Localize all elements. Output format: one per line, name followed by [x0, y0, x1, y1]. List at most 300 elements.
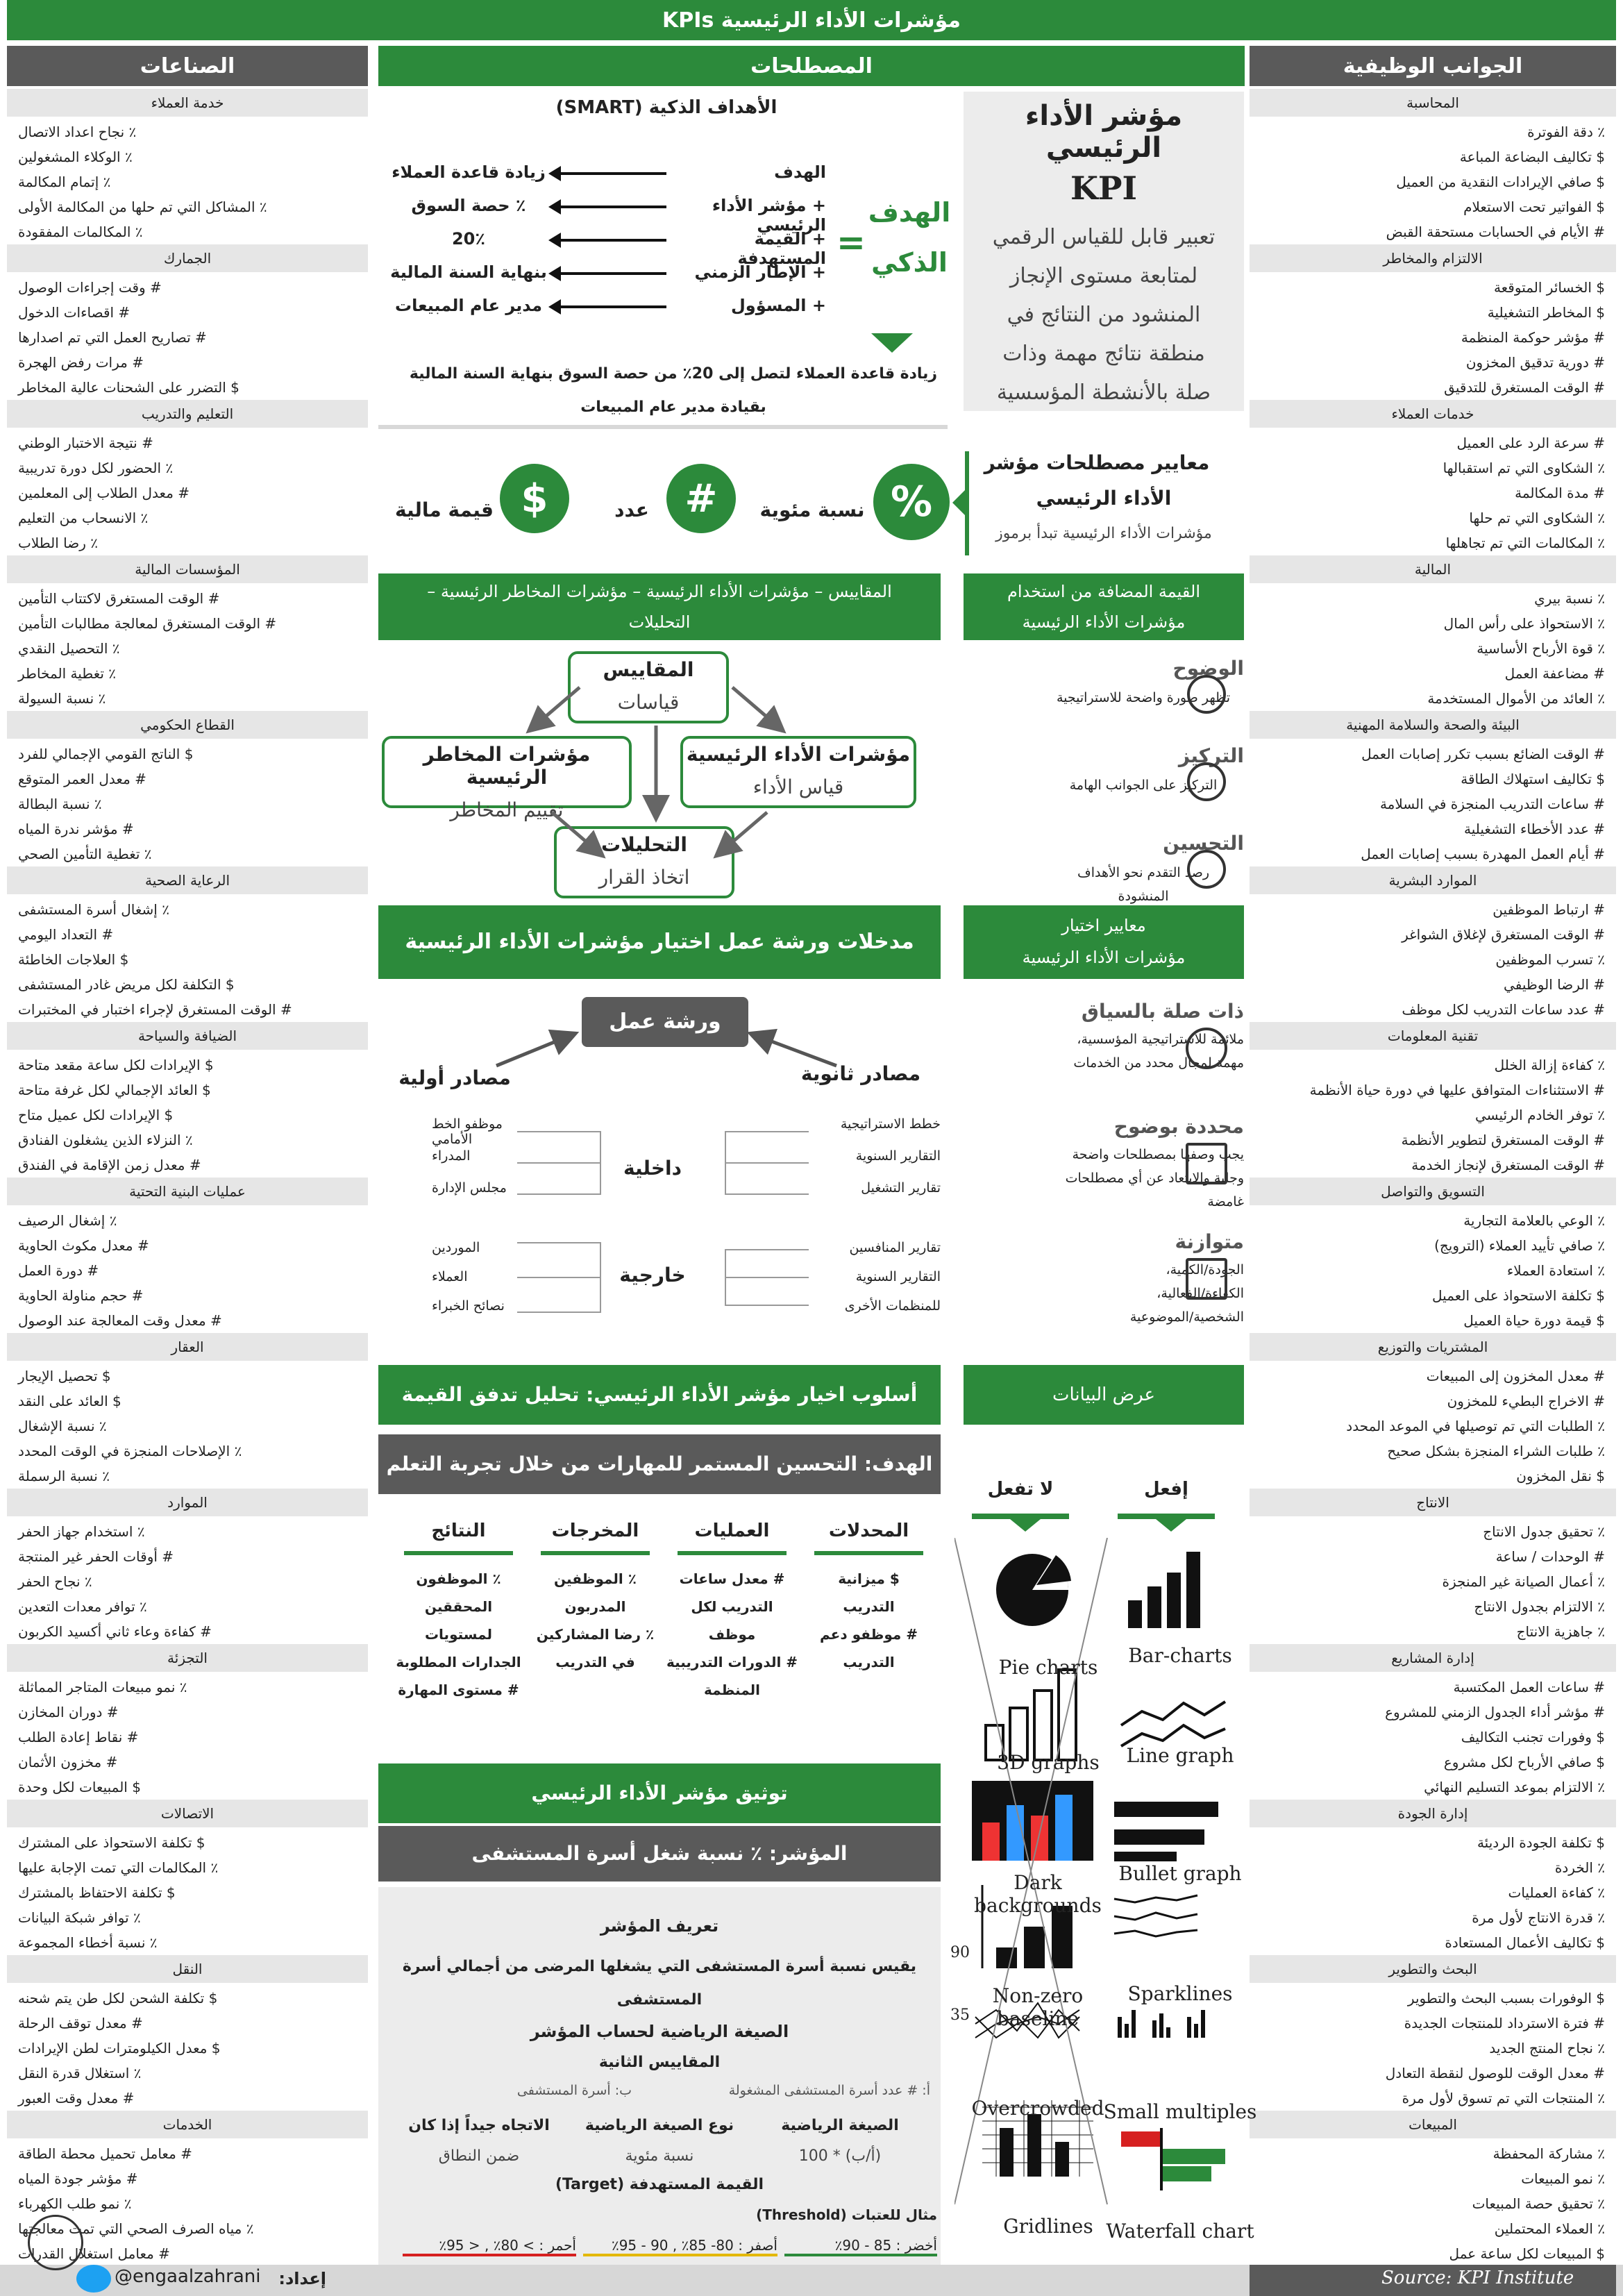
value-add-banner: القيمة المضافة من استخدام مؤشرات الأداء الرئيسية [964, 573, 1244, 640]
list-item: $ التكلفة لكل مريض غادر المستشفى [18, 976, 235, 993]
section-header: خدمات العملاء [1250, 400, 1616, 428]
doc-table-value: ضمن النطاق [438, 2147, 520, 2165]
percent-label: نسبة مئوية [759, 498, 865, 521]
list-item: # مرات رفض الهجرة [18, 354, 144, 371]
list-item: ٪ نجاح الحفر [18, 1573, 92, 1590]
smart-example-1: زيادة قاعدة العملاء لتصل إلى 20٪ من حصة السوق بنهاية السنة المالية [409, 365, 938, 383]
selection-line: الكفاءة/الفعالية، [1157, 1286, 1244, 1301]
section-header: التسويق والتواصل [1250, 1178, 1616, 1205]
data-vis-banner: عرض البيانات [964, 1365, 1244, 1425]
twitter-handle: @engaalzahrani [115, 2266, 261, 2287]
functions-list [1250, 89, 1616, 2266]
equals-icon: = [836, 222, 866, 262]
flow-underline [814, 1551, 923, 1555]
list-item: ٪ نجاح اعداد الاتصال [18, 124, 137, 140]
do-arrow-icon [1156, 1519, 1186, 1532]
list-item: $ المخاطر التشغيلية [1487, 304, 1605, 321]
list-item: # مضاعفة العمل [1504, 665, 1605, 682]
arrow-head-icon [548, 166, 561, 181]
source-text: Source: KPI Institute [1381, 2268, 1574, 2288]
section-header: خدمة العملاء [7, 89, 368, 117]
list-item: ٪ الاستحواذ على رأس المال [1443, 615, 1605, 632]
smart-example-2: بقيادة مدير عام المبيعات [580, 399, 766, 416]
list-item: $ تكلفة الاستحواذ على العميل [1432, 1287, 1605, 1304]
section-header: عمليات البنية التحتية [7, 1178, 368, 1205]
list-item: ٪ إشغال أسرة المستشفى [18, 901, 169, 918]
workshop-box: ورشة عمل [582, 997, 748, 1047]
selection-line: مهمة لمجال محدد من الخدمات [1073, 1055, 1244, 1071]
criteria-title-2: الأداء الرئيسي [1036, 487, 1172, 510]
flow-line: ٪ الموظفون [416, 1570, 501, 1587]
selection-line: غامضة [1207, 1194, 1244, 1209]
list-item: ٪ تغطية المخاطر [18, 665, 117, 682]
list-item: $ صافي الأرباح لكل مشروع [1443, 1754, 1605, 1770]
list-item: # كفاءة وعاء ثاني أكسيد الكربون [18, 1623, 212, 1640]
flow-line: $ ميزانية [838, 1570, 900, 1587]
list-item: ٪ نسبة البطالة [18, 796, 102, 812]
left-arrow-icon [952, 486, 969, 519]
list-item: # معدل توقف الرحلة [18, 2015, 143, 2031]
list-item: $ العائد الإجمالي لكل غرفة متاحة [18, 1082, 211, 1098]
list-item: ٪ استعادة العملاء [1506, 1262, 1605, 1279]
list-item: $ تكاليف استهلاك الطاقة [1461, 771, 1605, 787]
list-item: # الاخراج البطيء للمخزون [1447, 1393, 1605, 1409]
list-item: # أوقات الحفر غير المنتجة [18, 1548, 174, 1565]
list-item: $ التضرر على الشحنات عالية المخاطر [18, 379, 239, 396]
list-item: # مؤشر أداء الجدول الزمني للمشروع [1385, 1704, 1605, 1720]
section-header: الخدمات [7, 2111, 368, 2138]
section-header: المؤسسات المالية [7, 555, 368, 583]
dollar-icon: $ [500, 464, 569, 533]
smart-value: ٪ حصة السوق [411, 196, 526, 215]
target-icon [1187, 762, 1226, 801]
doc-table-header: الاتجاه جيداً إذا كان [408, 2117, 550, 2134]
list-item: $ تكلفة الاحتفاظ بالمشترك [18, 1884, 176, 1901]
page-title: مؤشرات الأداء الرئيسية KPIs [7, 0, 1616, 40]
list-item: # مؤشر ندرة المياه [18, 821, 134, 837]
logo-icon [28, 2215, 83, 2270]
arrow-icon [555, 272, 666, 275]
list-item: ٪ الشكاوى التي تم حلها [1469, 510, 1605, 526]
list-item: # التعداد اليومي [18, 926, 114, 943]
threshold-green: أخضر : 85 - 90٪ [784, 2237, 937, 2256]
list-item: # الوقت المستغرق لإغلاق الشواغر [1402, 926, 1605, 943]
doc-def-title: تعريف المؤشر [600, 1916, 719, 1936]
list-item: ٪ النزلاء الذين يشغلون الفنادق [18, 1132, 193, 1148]
list-item: ٪ توافر معدات التعدين [18, 1598, 147, 1615]
kpi-definition [964, 92, 1244, 411]
list-item: $ المبيعات لكل وحدة [18, 1779, 141, 1795]
balance-icon [1186, 1258, 1227, 1300]
selection-title: متوازنة [1175, 1230, 1244, 1253]
doc-formula-title: الصيغة الرياضية لحساب المؤشر [530, 2022, 789, 2041]
kpi-def-line: صلة بالأنشطة المؤسسية [996, 380, 1211, 405]
list-item: $ الإيرادات لكل عميل متاح [18, 1107, 174, 1123]
divider [378, 425, 948, 429]
list-item: # دورية تدقيق المخزون [1465, 354, 1605, 371]
list-item: ٪ الحضور لكل دورة تدريبية [18, 460, 174, 476]
source-item: التقارير السنوية [855, 1269, 941, 1284]
flow-line: ٪ رضا المشاركين [536, 1626, 655, 1643]
list-item: ٪ نسبة الإشغال [18, 1418, 107, 1434]
list-item: ٪ الانسحاب من التعليم [18, 510, 149, 526]
section-header: المشتريات والتوزيع [1250, 1333, 1616, 1361]
vis-dont-label: 3D graphs [997, 1751, 1100, 1774]
vis-do-label: Waterfall chart [1106, 2220, 1254, 2243]
flow-line: ٪ الموظفين [554, 1570, 637, 1587]
dont-underline [972, 1514, 1069, 1519]
list-item: # مدة المكالمة [1515, 485, 1605, 501]
list-item: ٪ استخدام جهاز الحفر [18, 1523, 145, 1540]
list-item: $ الخسائر المتوقعة [1493, 279, 1605, 296]
flow-line: # الدورات التدريبية [666, 1654, 798, 1670]
bar-chart-icon [1128, 1552, 1200, 1628]
list-item: $ تكاليف البضاعة المباعة [1459, 149, 1605, 165]
list-item: $ الإيرادات لكل ساعة مقعد متاحة [18, 1057, 214, 1073]
eye-icon [1187, 675, 1226, 714]
criteria-box [965, 451, 1243, 542]
flow-underline [404, 1551, 513, 1555]
section-header: التجزئة [7, 1644, 368, 1672]
list-item: # فترة الاسترداد للمنتجات الجديدة [1404, 2015, 1605, 2031]
doc-kpi: المؤشر: ٪ نسبة شغل أسرة المستشفى [378, 1826, 941, 1882]
do-underline [1118, 1514, 1215, 1519]
list-item: ٪ المكالمات المفقودة [18, 224, 143, 240]
terms-header: المصطلحات [378, 46, 1245, 86]
kpi-def-line: تعبير قابل للقياس الرقمي [992, 225, 1216, 249]
list-item: ٪ نمو المبيعات [1521, 2170, 1605, 2187]
kpi-def-line: المنشود من النتائج في [1007, 303, 1201, 327]
list-item: ٪ نمو مبيعات المتاجر المماثلة [18, 1679, 187, 1695]
list-item: # ارتباط الموظفين [1492, 901, 1605, 918]
section-header: الاتصالات [7, 1800, 368, 1827]
section-header: الجمارك [7, 244, 368, 272]
section-header: الضيافة والسياحة [7, 1022, 368, 1050]
source-item: نصائح الخبراء [432, 1298, 505, 1314]
list-item: ٪ المشاكل التي تم حلها من المكالمة الأولى [18, 199, 267, 215]
list-item: ٪ إشغال الرصيف [18, 1212, 117, 1229]
smart-value: مدير عام المبيعات [395, 296, 542, 315]
list-item: ٪ الوعي بالعلامة التجارية [1463, 1212, 1605, 1229]
flow-line: موظف [708, 1626, 756, 1643]
list-item: ٪ نسبة أخطاء المجموعة [18, 1934, 158, 1951]
list-item: ٪ استغلال قدرة النقل [18, 2065, 142, 2081]
section-header: تقنية المعلومات [1250, 1022, 1616, 1050]
vis-dont-label: Overcrowded [971, 2097, 1104, 2120]
list-item: ٪ تسرب الموظفين [1495, 951, 1605, 968]
list-item: # الأيام في الحسابات مستحقة القبض [1386, 224, 1605, 240]
criteria-title-1: معايير مصطلحات مؤشر [984, 451, 1210, 474]
list-item: ٪ جاهزية الانتاج [1516, 1623, 1605, 1640]
list-item: $ تكاليف الأعمال المستعادة [1445, 1934, 1605, 1951]
list-item: ٪ كفاءة العمليات [1508, 1884, 1605, 1901]
money-label: قيمة مالية [394, 498, 494, 521]
list-item: ٪ نجاح المنتج الجديد [1489, 2040, 1605, 2056]
twitter-icon [76, 2265, 111, 2293]
list-item: ٪ الخردة [1554, 1859, 1605, 1876]
threshold-red: أحمر : > 80٪ , < 95٪ [403, 2237, 576, 2256]
flow-line: # معدل ساعات [679, 1570, 785, 1587]
list-item: # الوقت المستغرق لتطوير الأنظمة [1401, 1132, 1605, 1148]
3d-graph-icon [986, 1670, 1076, 1760]
alert-icon [1186, 1028, 1227, 1069]
internal-label: داخلية [623, 1157, 682, 1180]
source-item: التقارير السنوية [855, 1148, 941, 1164]
list-item: # نتيجة الاختبار الوطني [18, 435, 153, 451]
list-item: ٪ كفاءة إزالة الخلل [1494, 1057, 1605, 1073]
list-item: ٪ الوكلاء المشغولين [18, 149, 133, 165]
pie-chart-icon [996, 1554, 1071, 1626]
list-item: # الوقت المستغرق لإنجاز الخدمة [1411, 1157, 1605, 1173]
small-multiples-icon [1118, 2010, 1205, 2038]
arrow-head-icon [548, 233, 561, 248]
list-item: ٪ صافي تأييد العملاء (الترويج) [1434, 1237, 1605, 1254]
do-label: إفعل [1144, 1479, 1188, 1500]
selection-line: الجودة/الكمية، [1166, 1262, 1244, 1277]
section-header: البحث والتطوير [1250, 1955, 1616, 1983]
list-item: ٪ المكالمات التي تمت الإجابة عليها [18, 1859, 219, 1876]
vis-do-label: Small multiples [1103, 2100, 1257, 2123]
list-item: ٪ العائد من الأموال المستخدمة [1427, 690, 1605, 707]
list-item: $ قيمة دورة حياة العميل [1463, 1312, 1605, 1329]
list-item: ٪ دقة الفوترة [1527, 124, 1605, 140]
smart-key: + الإطار الزمني [694, 262, 826, 282]
source-item: تقارير التشغيل [861, 1180, 941, 1196]
kri-node: مؤشرات المخاطر الرئيسية تقييم المخاطر [382, 736, 632, 808]
functions-header: الجوانب الوظيفية [1250, 46, 1616, 86]
section-header: المبيعات [1250, 2111, 1616, 2138]
selection-line: ملائمة للاستراتيجية المؤسسية، [1077, 1032, 1244, 1047]
list-item: # أيام العمل المهدرة بسبب إصابات العمل [1361, 846, 1605, 862]
list-item: # الوقت الضائع بسبب تكرر إصابات العمل [1361, 746, 1605, 762]
value-flow-goal: الهدف: التحسين المستمر للمهارات من خلال تجربة التعلم [378, 1434, 941, 1494]
checklist-icon [1186, 1143, 1227, 1184]
list-item: ٪ طلبات الشراء المنجزة بشكل صحيح [1387, 1443, 1605, 1459]
list-item: # مخزون الأثمان [18, 1754, 118, 1770]
doc-threshold: مثال للعتبات (Threshold) [756, 2206, 937, 2223]
smart-key: + القيمة المستهدفة [737, 229, 826, 268]
list-item: ٪ نمو طلب الكهرباء [18, 2195, 132, 2212]
list-item: # مؤشر جودة المياه [18, 2170, 138, 2187]
list-item: # دورة العمل [18, 1262, 99, 1279]
section-header: المحاسبة [1250, 89, 1616, 117]
section-header: البيئة والصحة والسلامة المهنية [1250, 711, 1616, 739]
kpi-def-line: منطقة نتائج مهمة وذات [1002, 342, 1205, 366]
list-item: # معدل العمر المتوقع [18, 771, 146, 787]
arrow-head-icon [548, 199, 561, 215]
count-label: عدد [614, 498, 649, 521]
list-item: $ تحصيل الإيجار [18, 1368, 111, 1384]
value-add-desc: تظهر صورة واضحة للاستراتيجية [1056, 690, 1231, 705]
percent-icon: % [873, 464, 950, 540]
list-item: # الوقت المستغرق لإجراء اختبار في المختبرات [18, 1001, 292, 1018]
list-item: ٪ المكالمات التي تم تجاهلها [1445, 535, 1605, 551]
smart-title: الأهداف الذكية (SMART) [555, 97, 777, 118]
flow-col-header: المحدلات [828, 1520, 909, 1541]
flow-line: في التدريب [555, 1654, 635, 1670]
list-item: $ تكلفة الاستحواذ على المشترك [18, 1834, 205, 1851]
list-item: ٪ الشكاوى التي تم استقبالها [1443, 460, 1605, 476]
arrow-icon [555, 206, 666, 208]
vis-do-label: Bar-charts [1128, 1644, 1232, 1667]
down-arrow-icon [871, 333, 913, 353]
list-item: # معدل مكوث الحاوية [18, 1237, 149, 1254]
list-item: ٪ تحقيق جدول الانتاج [1483, 1523, 1605, 1540]
sparklines-icon [1114, 1895, 1197, 1936]
analytics-node: التحليلات اتخاذ القرار [554, 826, 734, 898]
arrow-head-icon [548, 299, 561, 315]
vis-dont-label: Pie charts [998, 1656, 1098, 1679]
list-item: # معدل الطلاب إلى المعلمين [18, 485, 190, 501]
list-item: # نقاط إعادة الطلب [18, 1729, 139, 1745]
industries-header: الصناعات [7, 46, 368, 86]
prepared-label: إعداد: [278, 2269, 326, 2288]
vis-dont-label: Dark backgrounds [974, 1871, 1102, 1917]
list-item: ٪ الالتزام بموعد التسليم النهائي [1424, 1779, 1605, 1795]
selection-title: محددة بوضوح [1113, 1115, 1244, 1138]
value-add-title: الوضوح [1172, 657, 1244, 680]
list-item: ٪ المنتجات التي تم تسوق لأول مرة [1402, 2090, 1605, 2106]
list-item: # معدل وقت العبور [18, 2090, 135, 2106]
waterfall-chart-icon [1121, 2128, 1225, 2190]
list-item: $ العلاجات الخاطئة [18, 951, 129, 968]
source-item: المدراء [432, 1148, 471, 1164]
list-item: ٪ رضا الطلاب [18, 535, 99, 551]
section-header: القطاع الحكومي [7, 711, 368, 739]
list-item: ٪ الطلبات التي تم توصيلها في الموعد المحدد [1346, 1418, 1605, 1434]
list-item: ٪ مياه الصرف الصحي التي تمت معالجتها [18, 2220, 254, 2237]
section-header: الالتزام والمخاطر [1250, 244, 1616, 272]
external-label: خارجية [619, 1264, 686, 1287]
list-item: ٪ أعمال الصيانة غير المنجزة [1442, 1573, 1605, 1590]
value-add-desc2: المنشودة [1118, 889, 1169, 904]
section-header: الانتاج [1250, 1489, 1616, 1516]
hash-icon: # [666, 464, 736, 533]
list-item: ٪ قدرة الانتاج لأول مرة [1472, 1909, 1605, 1926]
doc-b: ب: أسرة المستشفى [516, 2083, 632, 2098]
list-item: ٪ الالتزام بجدول الانتاج [1474, 1598, 1605, 1615]
doc-a: أ: # عدد أسرة المستشفى المشغولة [728, 2083, 930, 2098]
dark-background-icon [972, 1781, 1093, 1861]
measures-node: المقاييس قياسات [568, 651, 729, 723]
value-add-desc: التركيز على الجوانب الهامة [1069, 778, 1218, 793]
list-item: ٪ نسبة بيري [1534, 590, 1605, 607]
dont-label: لا تفعل [987, 1479, 1054, 1500]
section-header: الموارد [7, 1489, 368, 1516]
flow-col-header: النتائج [431, 1520, 486, 1541]
source-item: موظفو الخط الأمامي [432, 1116, 503, 1147]
list-item: # ساعات التدريب المنجزة في السلامة [1379, 796, 1605, 812]
list-item: # الوقت المستغرق للتدقيق [1444, 379, 1605, 396]
value-flow-banner: أسلوب اخيار مؤشر الأداء الرئيسي: تحليل تدفق القيمة [378, 1365, 941, 1425]
list-item: # معدل زمن الإقامة في الفندق [18, 1157, 201, 1173]
list-item: # معدل المخزون إلى المبيعات [1426, 1368, 1605, 1384]
list-item: # الوقت المستغرق لاكتتاب التأمين [18, 590, 220, 607]
list-item: ٪ نسبة الرسملة [18, 1468, 110, 1484]
selection-line: يجب وصفها بمصطلحات واضحة [1072, 1147, 1244, 1162]
smart-value: 20٪ [451, 229, 486, 249]
flow-line: المحققين [424, 1598, 493, 1615]
source-item: الموردين [432, 1240, 480, 1255]
criteria-sub: مؤشرات الأداء الرئيسية تبدأ برموز [995, 525, 1212, 542]
list-item: # معدل وقت المعالجة عند الوصول [18, 1312, 222, 1329]
selection-title: ذات صلة بالسياق [1081, 1000, 1244, 1023]
doc-table-header: الصيغة الرياضية [781, 2117, 899, 2134]
list-item: ٪ توافر شبكة البيانات [18, 1909, 141, 1926]
doc-def-1: يقيس نسبة أسرة المستشفى التي يشغلها المرضى من أجمالي أسرة [402, 1958, 917, 1975]
axis-top: 90 [950, 1944, 970, 1961]
vis-do-label: Line graph [1126, 1744, 1234, 1767]
list-item: # سرعة الرد على العميل [1456, 435, 1605, 451]
section-header: الرعاية الصحية [7, 866, 368, 894]
secondary-sources: مصادر ثانوية [800, 1062, 921, 1085]
list-item: $ معدل الكيلومترات لطن الإيرادات [18, 2040, 221, 2056]
list-item: $ وفورات تجنب التكاليف [1461, 1729, 1605, 1745]
dont-arrow-icon [1010, 1519, 1041, 1532]
section-header: الموارد البشرية [1250, 866, 1616, 894]
list-item: # ساعات العمل المكتسبة [1453, 1679, 1605, 1695]
source-item: خطط الاستراتيجية [840, 1116, 941, 1132]
list-item: # معامل استغلال القدرات [18, 2245, 170, 2262]
flow-line: التدريب لكل [691, 1598, 773, 1615]
measures-arrows [378, 646, 941, 910]
vis-do-label: Sparklines [1127, 1982, 1233, 2005]
list-item: # معدل الوقت للوصول لنقطة التعادل [1385, 2065, 1605, 2081]
list-item: ٪ مشاركة المحفظة [1492, 2145, 1605, 2162]
smart-key: الهدف [774, 162, 826, 182]
arrow-icon [555, 172, 666, 175]
list-item: ٪ تغطية التأمين الصحي [18, 846, 152, 862]
flow-line: الجدارات المطلوبة [396, 1654, 521, 1670]
list-item: $ صافي الإيرادات النقدية من العميل [1396, 174, 1605, 190]
smart-label: الهدف الذكي [868, 197, 951, 278]
arrow-icon [555, 305, 666, 308]
list-item: ٪ العملاء المحتملين [1494, 2220, 1605, 2237]
list-item: ٪ نسبة السيولة [18, 690, 106, 707]
source-item: تقارير المنافسين [849, 1240, 941, 1255]
flow-line: التدريب [843, 1654, 895, 1670]
flow-line: المنظمة [704, 1682, 760, 1698]
section-header: إدارة الجودة [1250, 1800, 1616, 1827]
arrow-head-icon [548, 266, 561, 281]
workshop-banner: مدخلات ورشة عمل اختيار مؤشرات الأداء الرئيسية [378, 905, 941, 979]
arrow-icon [555, 239, 666, 242]
list-item: # الوقت المستغرق لمعالجة مطالبات التأمين [18, 615, 277, 632]
list-item: $ الفواتير تحت الاستعلام [1463, 199, 1605, 215]
list-item: ٪ الإصلاحات المنجزة في الوقت المحدد [18, 1443, 242, 1459]
smart-key: + المسؤول [730, 296, 826, 315]
trend-up-icon [1187, 850, 1226, 889]
smart-key: + مؤشر الأداء الرئيسي [712, 196, 826, 235]
bullet-graph-icon [1114, 1802, 1218, 1861]
list-item: ٪ قوة الأرباح الأساسية [1477, 640, 1605, 657]
section-header: النقل [7, 1955, 368, 1983]
flow-col-header: المخرجات [551, 1520, 639, 1541]
flow-line: التدريب [843, 1598, 895, 1615]
list-item: $ المبيعات لكل ساعة عمل [1449, 2245, 1605, 2262]
section-header: إدارة المشاريع [1250, 1644, 1616, 1672]
section-header: العقار [7, 1333, 368, 1361]
list-item: # الرضا الوظيفي [1504, 976, 1605, 993]
kpi-node: مؤشرات الأداء الرئيسية قياس الأداء [680, 736, 916, 808]
kpi-def-abbr: KPI [1070, 169, 1138, 207]
flow-line: المدربون [564, 1598, 626, 1615]
list-item: # عدد الأخطاء التشغيلية [1464, 821, 1605, 837]
list-item: ٪ تحقيق حصة المبيعات [1472, 2195, 1605, 2212]
list-item: ٪ إتمام المكالمة [18, 174, 111, 190]
doc-banner: توثيق مؤشر الأداء الرئيسي [378, 1763, 941, 1823]
list-item: $ الناتج القومي الإجمالي للفرد [18, 746, 194, 762]
